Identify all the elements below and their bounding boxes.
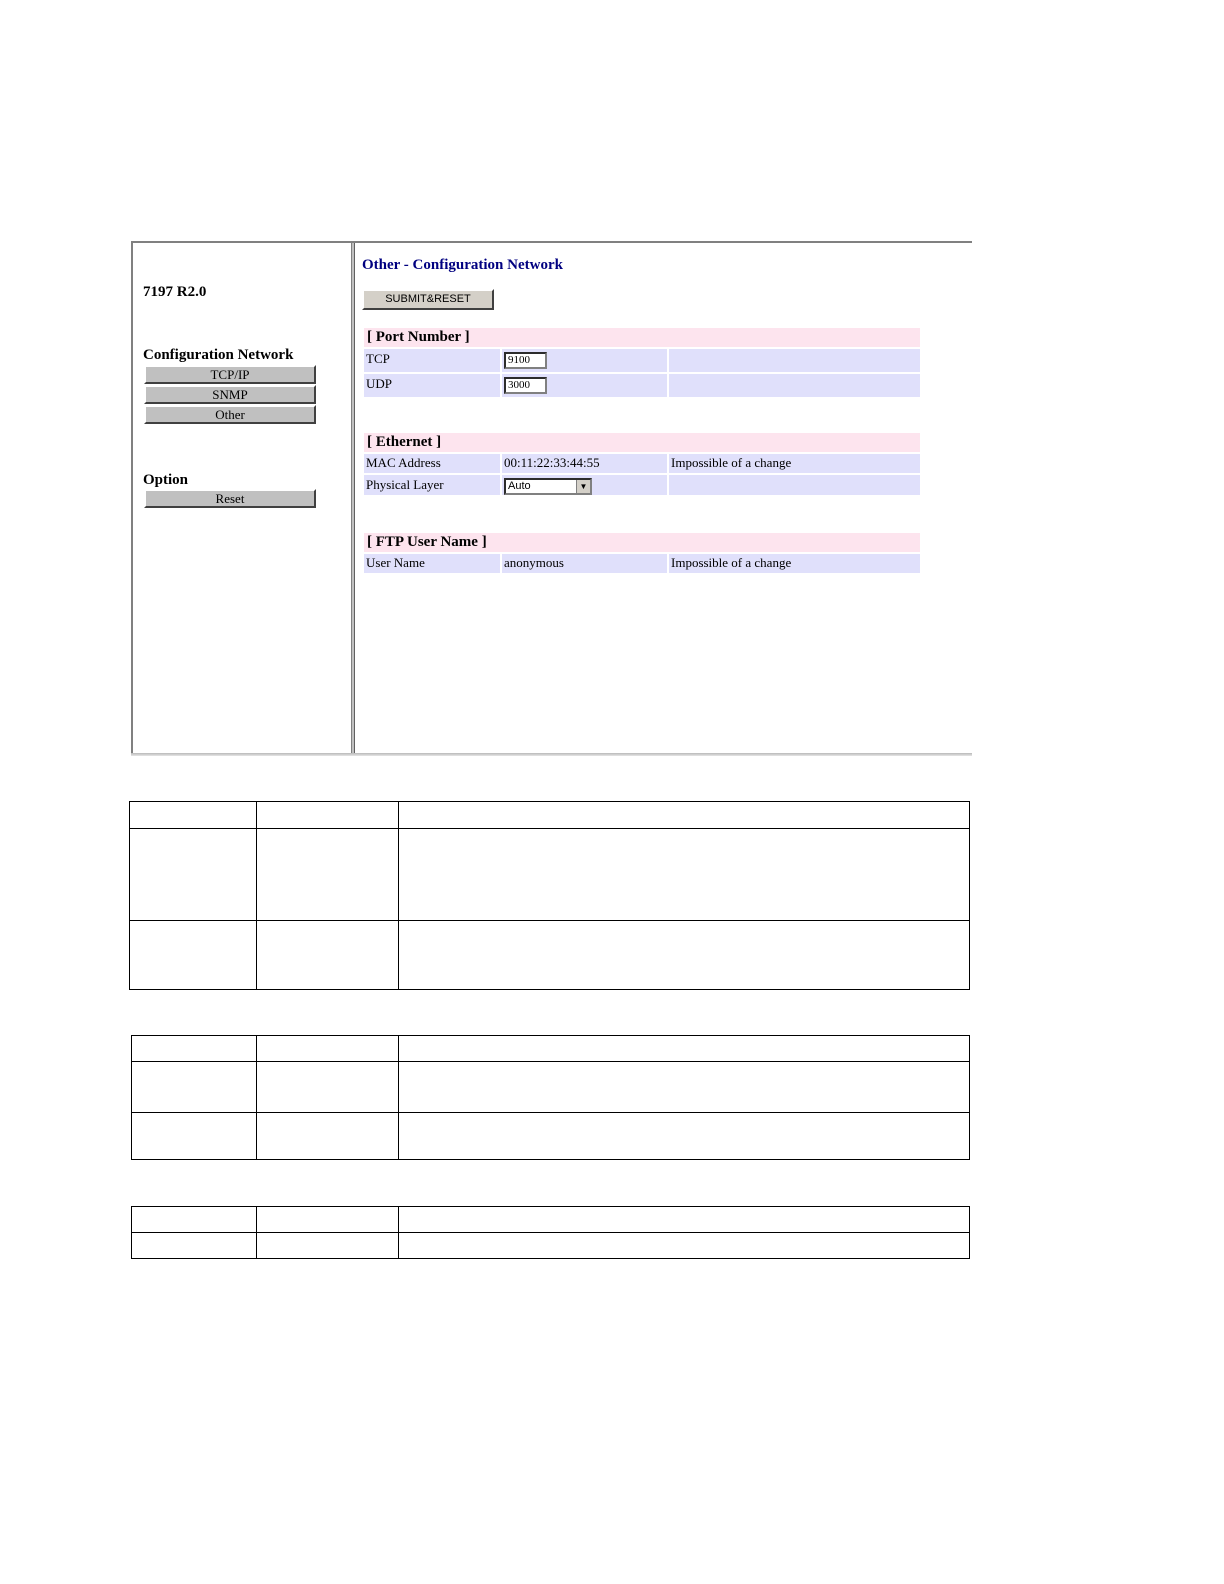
menu-reset-button[interactable]: Reset bbox=[144, 489, 316, 508]
udp-value-cell bbox=[502, 374, 667, 397]
ftp-user-section bbox=[364, 533, 920, 575]
dropdown-arrow-icon[interactable]: ▼ bbox=[576, 480, 590, 493]
browser-window bbox=[131, 241, 972, 755]
physical-layer-selected: Auto bbox=[508, 480, 531, 492]
blank-table-1 bbox=[129, 801, 970, 990]
blank-table-3 bbox=[131, 1206, 970, 1259]
udp-row bbox=[364, 374, 920, 397]
config-network-heading: Configuration Network bbox=[143, 347, 294, 363]
submit-reset-button[interactable]: SUBMIT&RESET bbox=[362, 289, 494, 310]
menu-other-button[interactable]: Other bbox=[144, 405, 316, 424]
table-row bbox=[132, 1233, 970, 1259]
user-name-value: anonymous bbox=[502, 554, 667, 573]
udp-label: UDP bbox=[364, 374, 500, 397]
menu-snmp-button[interactable]: SNMP bbox=[144, 385, 316, 404]
section-heading: [ Ethernet ] bbox=[364, 433, 920, 452]
tcp-port-input[interactable] bbox=[504, 352, 547, 369]
section-heading: [ Port Number ] bbox=[364, 328, 920, 347]
physical-layer-select[interactable] bbox=[504, 478, 592, 495]
table-row bbox=[132, 1113, 970, 1160]
menu-tcpip-button[interactable]: TCP/IP bbox=[144, 365, 316, 384]
mac-label: MAC Address bbox=[364, 454, 500, 473]
device-model: 7197 R2.0 bbox=[143, 284, 207, 300]
blank-table-2 bbox=[131, 1035, 970, 1160]
table-row bbox=[130, 802, 970, 829]
page-title: Other - Configuration Network bbox=[362, 257, 563, 273]
user-name-note: Impossible of a change bbox=[669, 554, 920, 573]
tcp-value-cell bbox=[502, 349, 667, 372]
udp-note bbox=[669, 374, 920, 397]
tcp-note bbox=[669, 349, 920, 372]
tcp-row bbox=[364, 349, 920, 372]
port-number-section bbox=[364, 328, 920, 399]
mac-note: Impossible of a change bbox=[669, 454, 920, 473]
mac-row bbox=[364, 454, 920, 473]
tcp-label: TCP bbox=[364, 349, 500, 372]
user-name-label: User Name bbox=[364, 554, 500, 573]
frame-bottom-edge bbox=[131, 753, 972, 756]
udp-port-input[interactable] bbox=[504, 377, 547, 394]
option-heading: Option bbox=[143, 472, 189, 488]
table-row bbox=[132, 1062, 970, 1113]
table-row bbox=[130, 921, 970, 990]
sidebar bbox=[135, 243, 351, 755]
physical-layer-label: Physical Layer bbox=[364, 475, 500, 495]
physical-layer-note bbox=[669, 475, 920, 495]
ethernet-section bbox=[364, 433, 920, 497]
main-content bbox=[355, 243, 972, 755]
table-row bbox=[130, 829, 970, 921]
physical-layer-row bbox=[364, 475, 920, 495]
table-row bbox=[132, 1036, 970, 1062]
user-name-row bbox=[364, 554, 920, 573]
table-row bbox=[132, 1207, 970, 1233]
physical-layer-value-cell bbox=[502, 475, 667, 495]
section-heading: [ FTP User Name ] bbox=[364, 533, 920, 552]
mac-value: 00:11:22:33:44:55 bbox=[502, 454, 667, 473]
